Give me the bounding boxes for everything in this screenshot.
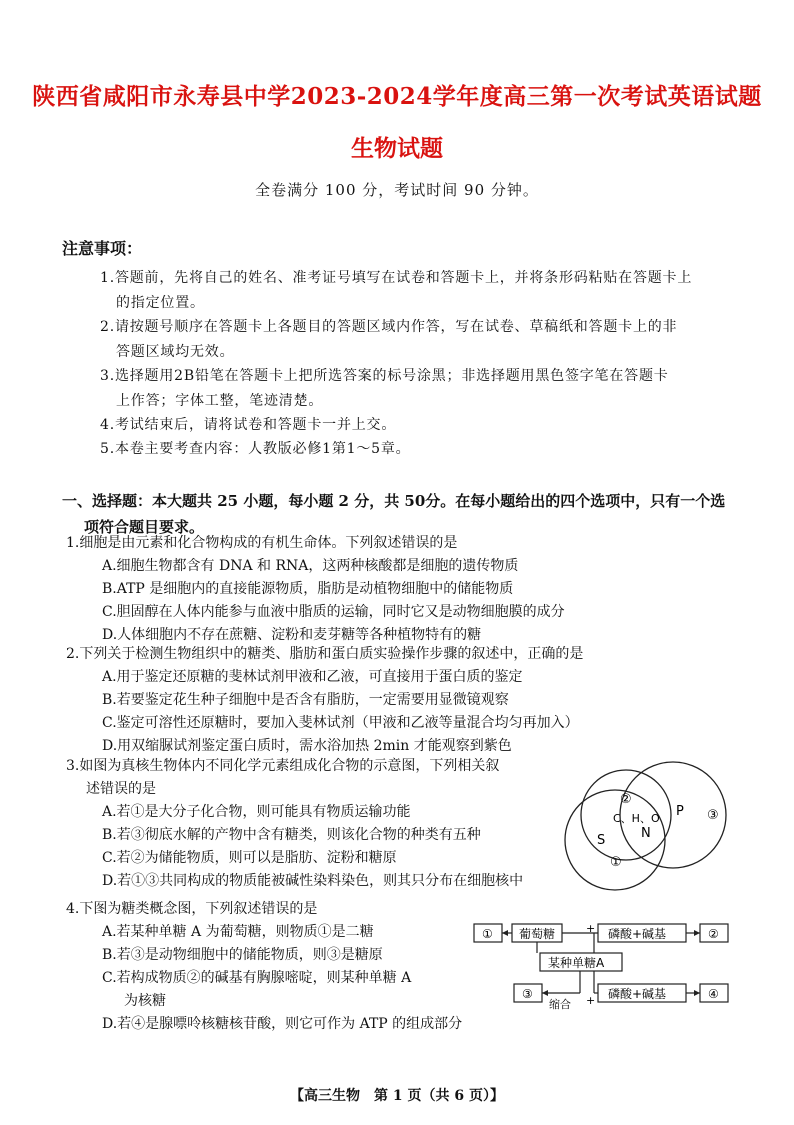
venn-label-cho: C、H、O [613,812,660,825]
notice-line: 4.考试结束后，请将试卷和答题卡一并上交。 [100,417,397,433]
arrow-head [542,990,548,996]
option-b: B.若③彻底水解的产物中含有糖类，则该化合物的种类有五种 [102,827,481,843]
score-info: 全卷满分 100 分，考试时间 90 分钟。 [255,181,539,199]
option-a: A.若①是大分子化合物，则可能具有物质运输功能 [102,804,411,820]
section-line: 一、选择题：本大题共 25 小题，每小题 2 分，共 50分。在每小题给出的四个选项中，只有一个选 [62,492,726,510]
box-1-label: ① [482,927,493,941]
option-c: C.若②为储能物质，则可以是脂肪、淀粉和糖原 [102,850,397,866]
notice-line: 3.选择题用2B铅笔在答题卡上把所选答案的标号涂黑；非选择题用黑色签字笔在答题卡 [100,368,669,384]
option-a: A.细胞生物都含有 DNA 和 RNA，这两种核酸都是细胞的遗传物质 [102,558,519,574]
question-stem: 4.下图为糖类概念图，下列叙述错误的是 [66,901,318,917]
option-b: B.ATP 是细胞内的直接能源物质，脂肪是动植物细胞中的储能物质 [102,581,514,597]
page-footer: 【高三生物 第 1 页（共 6 页）】 [290,1088,504,1104]
notice-line-cont: 的指定位置。 [116,295,205,311]
notice-line: 1.答题前，先将自己的姓名、准考证号填写在试卷和答题卡上，并将条形码粘贴在答题卡上 [100,270,693,286]
option-b: B.若要鉴定花生种子细胞中是否含有脂肪，一定需要用显微镜观察 [102,692,509,708]
section-line-cont: 项符合题目要求。 [84,518,205,536]
venn-label-1: ① [610,855,622,870]
arrow-head [694,990,700,996]
box-phosphate-base-bottom-label: 磷酸+碱基 [608,987,667,1001]
notice-line-cont: 答题区域均无效。 [116,344,235,360]
option-a: A.用于鉴定还原糖的斐林试剂甲液和乙液，可直接用于蛋白质的鉴定 [102,669,523,685]
box-glucose-label: 葡萄糖 [519,927,556,941]
arrow-head [694,930,700,936]
subject-title: 生物试题 [351,135,443,162]
option-c: C.胆固醇在人体内能参与血液中脂质的运输，同时它又是动物细胞膜的成分 [102,604,565,620]
box-phosphate-base-top-label: 磷酸+碱基 [608,927,667,941]
box-3-label: ③ [522,987,533,1001]
question-stem: 3.如图为真核生物体内不同化学元素组成化合物的示意图，下列相关叙 [66,758,500,774]
condense-label: 缩合 [549,998,571,1011]
arrow-head [502,930,508,936]
box-4-label: ④ [708,987,719,1001]
notice-heading: 注意事项： [62,239,143,258]
box-sugar-a-label: 某种单糖A [548,956,605,970]
question-stem: 1.细胞是由元素和化合物构成的有机生命体。下列叙述错误的是 [66,535,458,551]
notice-line: 2.请按题号顺序在答题卡上各题目的答题区域内作答，写在试卷、草稿纸和答题卡上的非 [100,319,678,335]
page-title: 陕西省咸阳市永寿县中学2023-2024学年度高三第一次考试英语试题 [32,83,762,110]
option-a: A.若某种单糖 A 为葡萄糖，则物质①是二糖 [102,924,374,940]
venn-label-s: S [597,833,606,848]
option-c: C.若构成物质②的碱基有胸腺嘧啶，则某种单糖 A [102,970,412,986]
venn-label-2: ② [620,792,632,807]
option-d: D.用双缩脲试剂鉴定蛋白质时，需水浴加热 2min 才能观察到紫色 [102,738,512,754]
notice-line-cont: 上作答；字体工整，笔迹清楚。 [116,393,324,409]
option-d: D.人体细胞内不存在蔗糖、淀粉和麦芽糖等各种植物特有的糖 [102,627,482,643]
venn-label-n: N [641,826,651,841]
option-c-cont: 为核糖 [124,993,166,1009]
option-b: B.若③是动物细胞中的储能物质，则③是糖原 [102,947,383,963]
question-stem: 2.下列关于检测生物组织中的糖类、脂肪和蛋白质实验操作步骤的叙述中，正确的是 [66,646,584,662]
venn-label-p: P [676,804,684,819]
box-2-label: ② [708,927,719,941]
notice-line: 5.本卷主要考查内容：人教版必修1第1～5章。 [100,441,411,457]
question-stem-cont: 述错误的是 [86,781,156,797]
plus-sign: + [586,922,596,935]
option-c: C.鉴定可溶性还原糖时，要加入斐林试剂（甲液和乙液等量混合均匀再加入） [102,715,579,731]
option-d: D.若④是腺嘌呤核糖核苷酸，则它可作为 ATP 的组成部分 [102,1016,463,1032]
plus-sign: + [586,994,596,1007]
option-d: D.若①③共同构成的物质能被碱性染料染色，则其只分布在细胞核中 [102,873,524,889]
venn-label-3: ③ [707,808,719,823]
